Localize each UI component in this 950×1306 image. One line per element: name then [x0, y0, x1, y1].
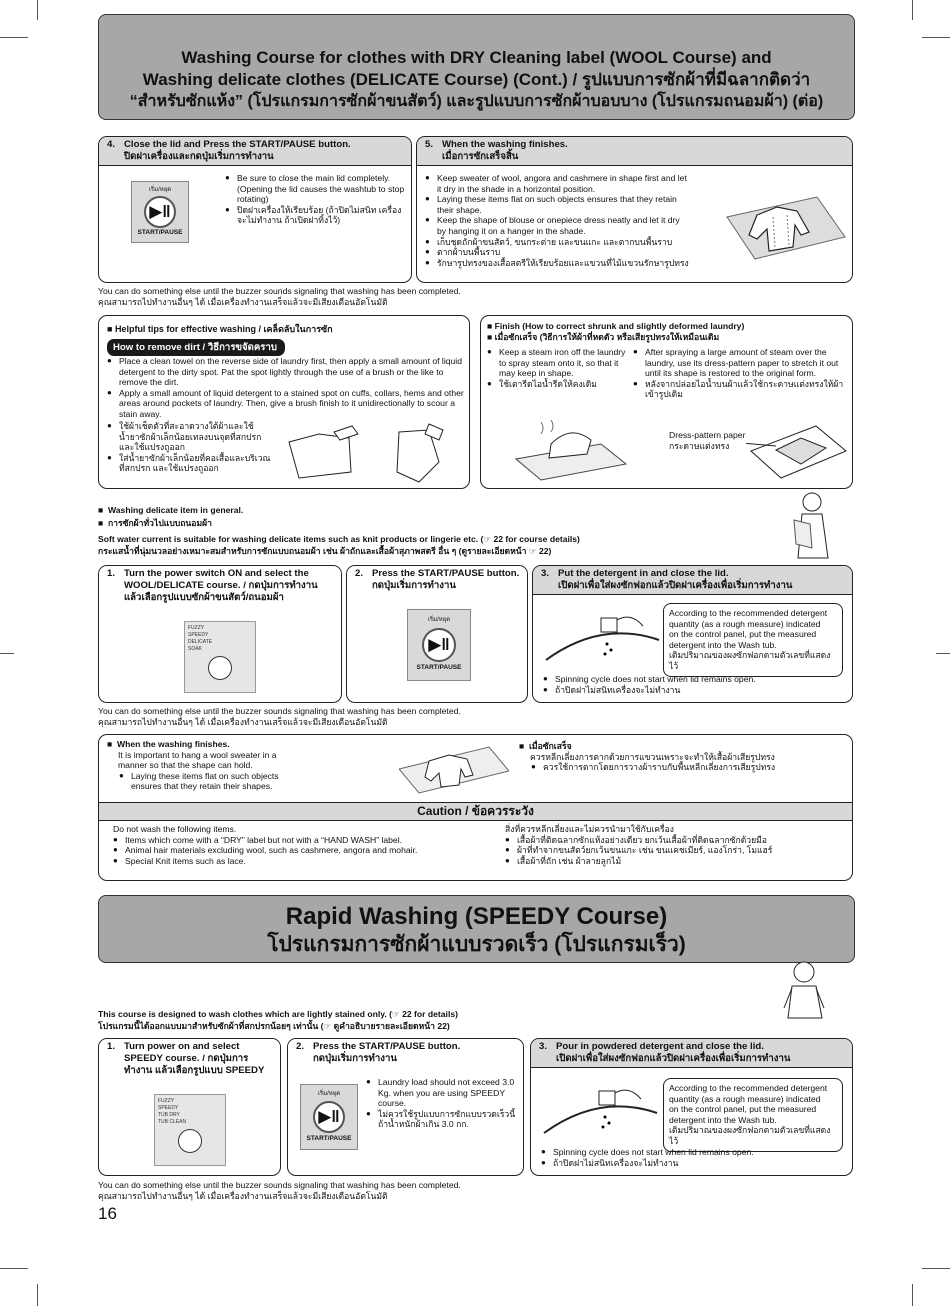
finishes-heading: When the washing finishes.: [116, 739, 230, 749]
hanging-sweater-illustration: [399, 741, 509, 795]
sstep2-bullets: [366, 1077, 518, 1130]
bullet: ● หลังจากปล่อยไอน้ำบนผ้าแล้วใช้กระดาษแต่งทรงให้ผ้าเข้ารูปเดิม: [633, 379, 848, 400]
woman-holding-sweater-illustration: [790, 490, 838, 560]
step-title-3: แล้วเลือกรูปแบบซักผ้าขนสัตว์/ถนอมผ้า: [124, 592, 284, 603]
button-th-label: เริ่ม/หยุด: [148, 187, 172, 193]
panel-label: SPEEDY: [188, 632, 209, 638]
crop-mark: [936, 653, 950, 654]
note-th: คุณสามารถไปทำงานอื่นๆ ได้ เมื่อเครื่องทำงานเสร็จแล้วจะมีเสียงเตือนอัตโนมัติ: [98, 297, 388, 307]
bullet: ● Apply a small amount of liquid detergent to a stained spot on cuffs, collars, hems and other areas around pockets of laundry. Then, give a brush finish to it unidirectionally to scour a stain away.: [107, 388, 465, 420]
bullet: ● รักษารูปทรงของเสื้อสตรีให้เรียบร้อยและแขวนที่ไม้แขวนรักษารูปทรง: [425, 258, 690, 269]
bullet: ● Spinning cycle does not start when lid remains open.: [541, 1147, 841, 1158]
speedy-step-3-box: [530, 1038, 853, 1176]
bullet: ● ใส่น้ำยาซักผ้าเล็กน้อยที่คอเสื้อและบริเวณที่สกปรก และใช้แปรงถูออก: [107, 453, 272, 474]
step-number: 5.: [425, 139, 434, 150]
step-title: Put the detergent in and close the lid.: [558, 568, 729, 579]
dstep1-header: [99, 566, 341, 606]
step-title-1: Turn power on and select: [124, 1041, 240, 1052]
step-title-1: Turn the power switch ON and select the: [124, 568, 309, 579]
step-number: 4.: [107, 139, 116, 150]
finishes-text: It is important to hang a wool sweater in a manner so that the shape can hold.: [118, 749, 277, 771]
bullet: ● เสื้อผ้าที่ถัก เช่น ผ้าลายลูกไม้: [505, 856, 845, 867]
caution-bullets-en: [113, 835, 453, 867]
crop-mark: [922, 1268, 950, 1269]
bullet: ● เสื้อผ้าที่ติดฉลากซักแห้งอย่างเดียว ยกเว้นเสื้อผ้าที่ติดฉลากซักด้วยมือ: [505, 835, 845, 846]
callout-line: quantity (as a rough measure) indicated: [669, 1093, 821, 1104]
bullet: ● After spraying a large amount of steam over the laundry, use its dress-pattern paper to stretch it out until its shape is restored to the original form.: [633, 347, 848, 379]
crop-mark: [37, 1284, 38, 1306]
title-line-3: “สำหรับซักแห้ง” (โปรแกรมการซักผ้าขนสัตว์) และรูปแบบการซักผ้าบอบบาง (โปรแกรมถนอมผ้า) (ต่อ): [129, 93, 824, 110]
finish-bullets-right: [633, 347, 848, 400]
crop-mark: [37, 0, 38, 20]
dstep3-bullets: [543, 674, 843, 695]
buzzer-note-1: [98, 286, 698, 308]
step-title-3: ทำงาน แล้วเลือกรูปแบบ SPEEDY: [124, 1065, 265, 1076]
bullet: ● ใช้ผ้าเช็ดตัวที่สะอาดวางใต้ผ้าและใช้น้ำยาซักผ้าเล็กน้อยเทลงบนจุดที่สกปรก และใช้แปรงถูออก: [107, 421, 272, 453]
panel-label: SOAK: [188, 646, 202, 652]
note-en: You can do something else until the buzzer sounds signaling that washing has been completed.: [98, 286, 461, 296]
start-pause-button-illustration: [407, 609, 471, 681]
finish-heading-th: เมื่อซักเสร็จ (วิธีการให้ผ้าที่หดตัว หรือเสียรูปทรงให้เหมือนเดิม: [494, 332, 720, 342]
note-en: You can do something else until the buzzer sounds signaling that washing has been completed.: [98, 1180, 461, 1190]
finishes-heading-th: เมื่อซักเสร็จ: [528, 741, 572, 751]
step-title-th: กดปุ่มเริ่มการทำงาน: [313, 1053, 397, 1064]
step-number: 2.: [296, 1041, 305, 1052]
steam-iron-illustration: [511, 414, 631, 484]
finish-heading: ■ Finish (How to correct shrunk and slightly deformed laundry) ■ เมื่อซักเสร็จ (วิธีการให้ผ้าที่หดตัว หรือเสียรูปทรงให้เหมือนเดิม: [487, 321, 745, 342]
callout-line: เติมปริมาณของผงซักฟอกตามตัวเลขที่แสดงไว้: [669, 650, 831, 671]
detergent-callout: [663, 603, 843, 677]
sstep3-bullets: [541, 1147, 841, 1168]
finger-icon: [178, 1129, 202, 1153]
speedy-title-en: Rapid Washing (SPEEDY Course): [285, 903, 668, 930]
speedy-intro: [98, 1008, 798, 1032]
tips-heading-text: Helpful tips for effective washing / เคล็ดลับในการซัก: [114, 324, 333, 334]
crop-mark: [0, 653, 14, 654]
step-number: 3.: [539, 1041, 548, 1052]
note-th: คุณสามารถไปทำงานอื่นๆ ได้ เมื่อเครื่องทำงานเสร็จแล้วจะมีเสียงเตือนอัตโนมัติ: [98, 1191, 388, 1201]
caution-th: [505, 824, 845, 866]
sweater-drying-illustration: [717, 177, 847, 277]
bullet: ● เก็บชุดถักผ้าขนสัตว์, ขนกระต่าย และขนแกะ และตากบนพื้นราบ: [425, 237, 690, 248]
step-title: Pour in powdered detergent and close the lid.: [556, 1041, 764, 1052]
finish-bullets-left: [487, 347, 627, 389]
speedy-title-th: โปรแกรมการซักผ้าแบบรวดเร็ว (โปรแกรมเร็ว): [267, 933, 686, 956]
finishes-bullets-th: [519, 762, 849, 773]
note-th: คุณสามารถไปทำงานอื่นๆ ได้ เมื่อเครื่องทำงานเสร็จแล้วจะมีเสียงเตือนอัตโนมัติ: [98, 717, 388, 727]
bullet: ● Items which come with a “DRY” label but not with a “HAND WASH” label.: [113, 835, 453, 846]
note-en: You can do something else until the buzzer sounds signaling that washing has been completed.: [98, 706, 461, 716]
caution-header: [99, 802, 852, 821]
panel-label: SPEEDY: [158, 1105, 179, 1111]
step-title-th: เปิดฝาเพื่อใส่ผงซักฟอกแล้วปิดฝาเครื่องเพื่อเริ่มการทำงาน: [558, 580, 793, 591]
delicate-line-1: Washing delicate item in general.: [107, 505, 244, 515]
bullet: ● Laundry load should not exceed 3.0 Kg. when you are using SPEEDY course.: [366, 1077, 518, 1109]
callout-line: on the control panel, put the measured: [669, 1104, 817, 1115]
bullet: ● Place a clean towel on the reverse side of laundry first, then apply a small amount of liquid detergent to the dirty spot. Pat the spot lightly through the use of a brush or the like to remove the dirt.: [107, 356, 465, 388]
pouring-detergent-illustration: [539, 1073, 659, 1143]
sstep1-header: [99, 1039, 280, 1079]
step-5-header: [417, 137, 852, 166]
step-5-bullets: [425, 173, 690, 268]
step-4-box: [98, 136, 412, 283]
bullet: ● ผ้าที่ทำจากขนสัตว์ยกเว้นขนแกะ เช่น ขนแคชเมียร์, แองโกร่า, โมแฮร์: [505, 845, 845, 856]
step-title-th: เมื่อการซักเสร็จสิ้น: [442, 151, 519, 162]
crop-mark: [0, 1268, 28, 1269]
step-title: When the washing finishes.: [442, 139, 568, 150]
finishes-th: ■ เมื่อซักเสร็จ ควรหลีกเลี่ยงการตากด้วยการแขวนเพราะจะทำให้เสื้อผ้าเสียรูปทรง ● ควรใช้การตากโดยการวางผ้าราบกับพื้นหลีกเลี่ยงการเสียรูปทรง: [519, 741, 849, 773]
panel-label: FUZZY: [158, 1098, 175, 1104]
caution-title: Caution / ข้อควรระวัง: [417, 804, 534, 818]
step-4-header: [99, 137, 411, 166]
start-pause-button-illustration: [300, 1084, 358, 1150]
button-en-label: START/PAUSE: [137, 229, 183, 236]
intro-en: This course is designed to wash clothes which are lightly stained only. (☞ 22 for details): [98, 1009, 458, 1019]
detergent-callout: [663, 1078, 843, 1152]
step-title-th: เปิดฝาเพื่อใส่ผงซักฟอกแล้วปิดฝาเครื่องเพื่อเริ่มการทำงาน: [556, 1053, 791, 1064]
step-number: 1.: [107, 1041, 116, 1052]
buzzer-note-2: [98, 706, 698, 728]
helpful-tips-box: [98, 315, 470, 489]
intro-th: กระแสน้ำที่นุ่มนวลอย่างเหมาะสมสำหรับการซักแบบถนอมผ้า เช่น ผ้าถักและเสื้อผ้าสุภาพสตรี อื่น ๆ (ดูรายละเอียดหน้า ☞ 22): [98, 546, 552, 556]
bullet: ● ไม่ควรใช้รูปแบบการซักแบบรวดเร็วนี้ ถ้าน้ำหนักผ้าเกิน 3.0 กก.: [366, 1109, 518, 1130]
step-number: 3.: [541, 568, 550, 579]
title-line-1: Washing Course for clothes with DRY Cleaning label (WOOL Course) and: [181, 48, 772, 67]
dstep2-header: [347, 566, 527, 594]
page-number: 16: [98, 1204, 117, 1223]
callout-line: เติมปริมาณของผงซักฟอกตามตัวเลขที่แสดงไว้: [669, 1125, 831, 1146]
bullet: ● Special Knit items such as lace.: [113, 856, 453, 867]
step-title: Close the lid and Press the START/PAUSE button.: [124, 139, 351, 150]
dstep3-header: [533, 566, 852, 595]
button-en-label: START/PAUSE: [416, 664, 462, 671]
paper-en: Dress-pattern paper: [669, 430, 746, 440]
caution-bullets-th: [505, 835, 845, 867]
intro-th: โปรแกรมนี้ได้ออกแบบมาสำหรับซักผ้าที่สกปรกน้อยๆ เท่านั้น (☞ ดูคำอธิบายรายละเอียดหน้า 22): [98, 1021, 450, 1031]
step-title-th: ปิดฝาเครื่องและกดปุ่มเริ่มการทำงาน: [124, 151, 274, 162]
control-panel-illustration: [154, 1094, 226, 1166]
play-pause-icon: ▶‖: [313, 1101, 345, 1133]
bullet: ● ปิดฝาเครื่องให้เรียบร้อย (ถ้าปิดไม่สนิท เครื่องจะไม่ทำงาน ถ้าเปิดฝาทิ้งไว้): [225, 205, 405, 226]
step-title: Press the START/PAUSE button.: [372, 568, 520, 579]
bullet: ● Keep a steam iron off the laundry to spray steam onto it, so that it may keep in shape.: [487, 347, 627, 379]
tips-heading: ■ Helpful tips for effective washing / เคล็ดลับในการซัก: [107, 324, 333, 334]
bullet: ● ควรใช้การตากโดยการวางผ้าราบกับพื้นหลีกเลี่ยงการเสียรูปทรง: [531, 762, 849, 773]
step-title: Press the START/PAUSE button.: [313, 1041, 461, 1052]
speedy-step-1-box: [98, 1038, 281, 1176]
brush-cleaning-illustration: [279, 422, 464, 486]
sstep3-header: [531, 1039, 852, 1068]
caution-en: [113, 824, 453, 866]
bullet: ● Be sure to close the main lid completely. (Opening the lid causes the washtub to stop rotating): [225, 173, 405, 205]
crop-mark: [912, 0, 913, 20]
callout-line: According to the recommended detergent: [669, 608, 828, 618]
bullet: ● Laying these items flat on such objects ensures that they retain their shapes.: [119, 771, 297, 792]
callout-line: detergent into the Wash tub.: [669, 639, 777, 650]
panel-label: FUZZY: [188, 625, 205, 631]
bullet: ● ถ้าปิดฝาไม่สนิทเครื่องจะไม่ทำงาน: [543, 685, 843, 696]
start-pause-button-illustration: [131, 181, 189, 243]
step-title-2: SPEEDY course. / กดปุ่มการ: [124, 1053, 249, 1064]
button-th-label: เริ่ม/หยุด: [427, 617, 451, 623]
bullet: ● Keep sweater of wool, angora and cashmere in shape first and let it dry in the shade in a horizontal position.: [425, 173, 690, 194]
button-th-label: เริ่ม/หยุด: [317, 1091, 341, 1097]
step-title-2: WOOL/DELICATE course. / กดปุ่มการทำงาน: [124, 580, 318, 591]
play-pause-icon: ▶‖: [144, 196, 176, 228]
control-panel-illustration: [184, 621, 256, 693]
buzzer-note-3: [98, 1180, 698, 1202]
finishes-caution-box: [98, 734, 853, 881]
callout-line: detergent into the Wash tub.: [669, 1114, 777, 1125]
bullet: ● Spinning cycle does not start when lid remains open.: [543, 674, 843, 685]
caution-intro: Do not wash the following items.: [113, 824, 237, 834]
finishes-bullets: [107, 771, 297, 792]
remove-dirt-tag: How to remove dirt / วิธีการขจัดคราบ: [107, 339, 285, 356]
panel-label: DELICATE: [188, 639, 213, 645]
panel-label: TUB CLEAN: [158, 1119, 187, 1125]
title-line-2: Washing delicate clothes (DELICATE Course) (Cont.) / รูปแบบการซักผ้าที่มีฉลากติดว่า: [142, 70, 811, 89]
bullet: ● Animal hair materials excluding wool, such as cashmere, angora and mohair.: [113, 845, 453, 856]
bullet: ● ตากผ้าบนพื้นราบ: [425, 247, 690, 258]
sstep2-header: [288, 1039, 523, 1067]
dress-pattern-illustration: [746, 416, 851, 486]
tips-tag: [107, 337, 285, 356]
step-number: 1.: [107, 568, 116, 579]
bullet: ● ใช้เตารีดไอน้ำรีดให้คงเดิม: [487, 379, 627, 390]
intro-en: Soft water current is suitable for washing delicate items such as knit products or lingerie etc. (☞ 22 for course details): [98, 534, 580, 544]
step-5-box: [416, 136, 853, 283]
play-pause-icon: ▶‖: [422, 628, 456, 662]
caution-intro-th: สิ่งที่ควรหลีกเลี่ยงและไม่ควรนำมาใช้กับเครื่อง: [505, 824, 675, 834]
delicate-line-2: การซักผ้าทั่วไปแบบถนอมผ้า: [107, 518, 212, 528]
delicate-step-1-box: [98, 565, 342, 703]
delicate-heading: ■ Washing delicate item in general. ■ การซักผ้าทั่วไปแบบถนอมผ้า: [98, 505, 244, 528]
tips-bullets-en: [107, 356, 465, 420]
delicate-step-2-box: [346, 565, 528, 703]
step-title-th: กดปุ่มเริ่มการทำงาน: [372, 580, 456, 591]
step-number: 2.: [355, 568, 364, 579]
finger-icon: [208, 656, 232, 680]
step-4-bullets: [225, 173, 405, 226]
callout-line: According to the recommended detergent: [669, 1083, 828, 1093]
finishes-en: ■ When the washing finishes. It is important to hang a wool sweater in a manner so that the shape can hold. ● Laying these items flat on such objects ensures that they retain their shapes.: [107, 739, 297, 792]
callout-line: quantity (as a rough measure) indicated: [669, 618, 821, 629]
paper-th: กระดาษแต่งทรง: [669, 440, 730, 451]
callout-line: on the control panel, put the measured: [669, 629, 817, 640]
delicate-step-3-box: [532, 565, 853, 703]
tips-bullets-th: [107, 421, 272, 474]
panel-label: TUB DRY: [158, 1112, 180, 1118]
speedy-step-2-box: [287, 1038, 524, 1176]
crop-mark: [922, 37, 950, 38]
finish-heading-en: Finish (How to correct shrunk and slightly deformed laundry): [494, 321, 745, 331]
bullet: ● Laying these items flat on such objects ensures that they retain their shape.: [425, 194, 690, 215]
delicate-intro: [98, 533, 818, 557]
crop-mark: [0, 37, 28, 38]
section-title-banner: [98, 14, 855, 120]
speedy-title-banner: [98, 895, 855, 963]
bullet: ● Keep the shape of blouse or onepiece dress neatly and let it dry by hanging it on a hanger in the shade.: [425, 215, 690, 236]
bullet: ● ถ้าปิดฝาไม่สนิทเครื่องจะไม่ทำงาน: [541, 1158, 841, 1169]
finishes-text-th: ควรหลีกเลี่ยงการตากด้วยการแขวนเพราะจะทำให้เสื้อผ้าเสียรูปทรง: [530, 751, 775, 762]
crop-mark: [912, 1284, 913, 1306]
pouring-detergent-illustration: [541, 600, 661, 670]
finish-box: [480, 315, 853, 489]
button-en-label: START/PAUSE: [306, 1135, 352, 1142]
